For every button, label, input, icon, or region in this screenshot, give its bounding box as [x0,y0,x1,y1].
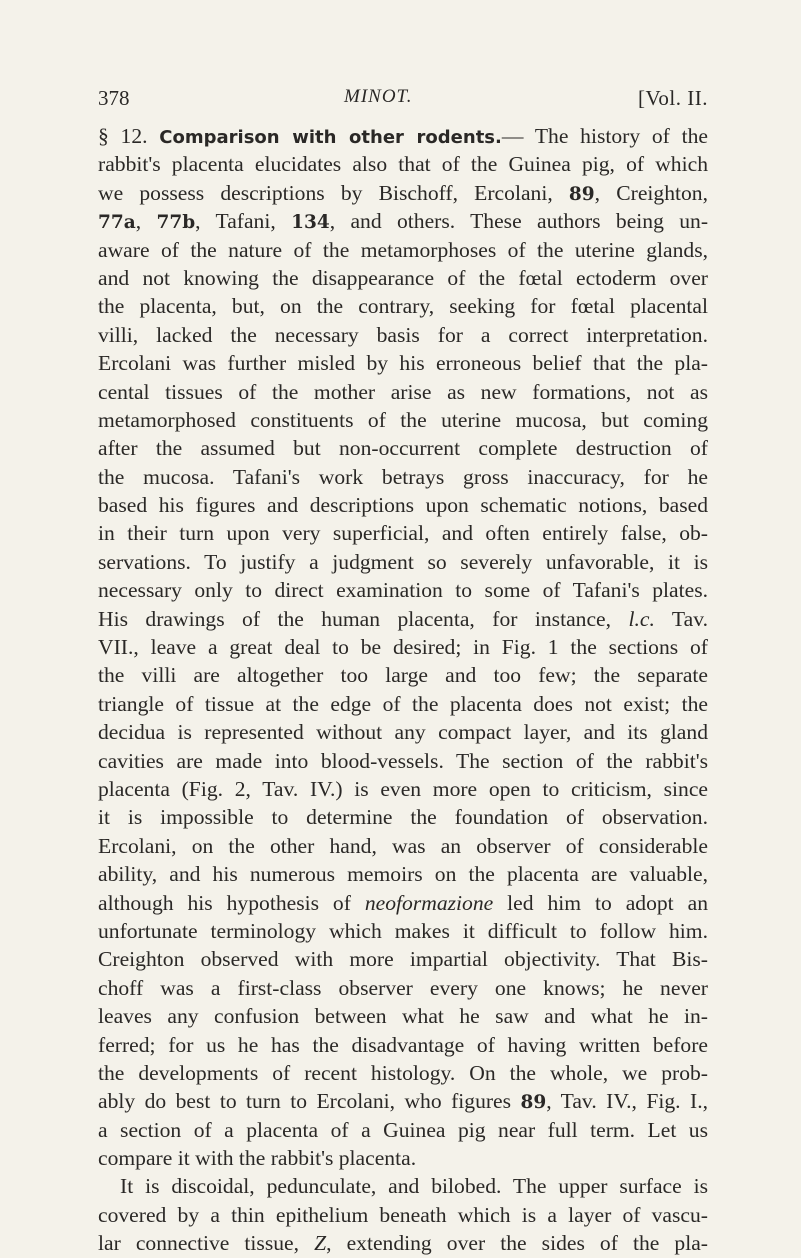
text-line [98,1059,708,1087]
text-run: led him to adopt an [493,890,708,915]
text-line [98,945,708,973]
text-run: the villi are altogether too large and too few; the separate [98,663,708,688]
text-run: necessary only to direct examination to some of Tafani's plates. [98,578,708,603]
text-run: the developments of recent histology. On the whole, we prob- [98,1060,708,1085]
text-run: based his figures and descriptions upon schematic notions, based [98,493,708,518]
text-line [98,321,708,349]
text-line [98,349,708,377]
text-run: Creighton observed with more impartial objectivity. That Bis- [98,947,708,972]
text-run: metamorphosed constituents of the uterine mucosa, but coming [98,407,708,432]
text-run: leaves any confusion between what he saw and what he in- [98,1004,708,1029]
text-line [98,1002,708,1030]
italic-term: l.c. [628,606,655,631]
text-run: , Creighton, [594,180,708,205]
reference-number: 134 [291,212,330,234]
running-title: MINOT. [344,86,413,107]
text-line [98,1116,708,1144]
text-run: rabbit's placenta elucidates also that of the Guinea pig, of which [98,152,708,177]
text-run: lar connective tissue, [98,1231,315,1256]
text-line [98,207,708,235]
text-run: The history of the [534,124,709,148]
text-run: although his hypothesis of [98,890,365,915]
text-run: Tav. [654,606,708,631]
text-run: , and others. These authors being un- [329,209,709,234]
text-run: decidua is represented without any compact layer, and its gland [98,720,708,745]
text-line [98,434,708,462]
text-run: it is impossible to determine the foundation of observation. [98,805,708,830]
text-run: cavities are made into blood-vessels. The section of the rabbit's [98,748,708,773]
text-run: a section of a placenta of a Guinea pig near full term. Let us [98,1117,708,1142]
text-line [98,519,708,547]
text-line [98,917,708,945]
text-line [98,718,708,746]
text-line [98,860,708,888]
text-run: VII., leave a great deal to be desired; in Fig. 1 the sections of [98,635,708,660]
text-line [98,889,708,917]
text-line [98,803,708,831]
text-run: villi, lacked the necessary basis for a correct interpretation. [98,322,708,347]
italic-term: neoformazione [364,890,494,915]
text-run: servations. To justify a judgment so severely unfavorable, it is [98,549,708,574]
text-run: in their turn upon very superficial, and often entirely false, ob- [98,521,708,546]
text-line [98,491,708,519]
text-run: choff was a first-class observer every one knows; he never [98,975,708,1000]
text-run: cental tissues of the mother arise as new formations, not as [98,379,708,404]
reference-number: 89 [568,183,595,205]
text-run: His drawings of the human placenta, for instance, [98,606,629,631]
text-line [98,1031,708,1059]
text-run: triangle of tissue at the edge of the placenta does not exist; the [98,691,708,716]
page-number: 378 [98,86,130,110]
text-run: covered by a thin epithelium beneath which is a layer of vascu- [98,1202,708,1227]
text-run: and not knowing the disappearance of the fœtal ectoderm over [98,265,708,290]
text-line [98,292,708,320]
text-line [98,179,708,207]
text-line [98,633,708,661]
page-header [98,86,708,114]
reference-number: 77b [156,212,196,234]
reference-number: 89 [520,1092,547,1114]
text-line [98,122,708,150]
text-line [98,463,708,491]
italic-term: Z [314,1231,327,1256]
text-run: ferred; for us he has the disadvantage of having written before [98,1032,708,1057]
text-run: after the assumed but non-occurrent complete destruction of [98,436,708,461]
text-line [98,378,708,406]
text-run: compare it with the rabbit's placenta. [98,1146,417,1171]
text-run: the placenta, but, on the contrary, seeking for fœtal placental [98,294,708,319]
text-line [98,690,708,718]
text-line [98,832,708,860]
text-run: unfortunate terminology which makes it difficult to follow him. [98,918,708,943]
text-line [98,1144,708,1172]
text-run: Ercolani was further misled by his erroneous belief that the pla- [98,351,708,376]
text-run: ability, and his numerous memoirs on the placenta are valuable, [98,862,708,887]
text-line [98,661,708,689]
text-line [98,974,708,1002]
text-line [98,406,708,434]
text-run: , Tafani, [195,209,292,234]
text-run: aware of the nature of the metamorphoses of the uterine glands, [98,237,708,262]
text-run: , [135,209,157,234]
text-line [98,1201,708,1229]
section-heading: Comparison with other rodents. [159,127,502,148]
text-run: placenta (Fig. 2, Tav. IV.) is even more open to criticism, since [98,776,708,801]
body-text [98,122,708,1258]
text-line [98,576,708,604]
text-run: , Tav. IV., Fig. I., [546,1089,709,1114]
volume-label: [Vol. II. [637,86,708,110]
text-line [98,236,708,264]
reference-number: 77a [98,212,136,234]
text-line [98,1087,708,1115]
text-run: the mucosa. Tafani's work betrays gross inaccuracy, for he [98,464,708,489]
text-line [98,1229,708,1257]
text-run: Ercolani, on the other hand, was an observer of considerable [98,833,708,858]
text-line [98,548,708,576]
section-mark: § 12. [98,124,160,148]
text-line [98,264,708,292]
text-line [98,605,708,633]
section-dash: — [501,124,535,148]
text-run: we possess descriptions by Bischoff, Ercolani, [98,180,569,205]
text-line [98,747,708,775]
text-run: , extending over the sides of the pla- [326,1231,708,1256]
text-line [98,150,708,178]
text-line [98,775,708,803]
text-run: ably do best to turn to Ercolani, who figures [98,1089,521,1114]
text-line [98,1172,708,1200]
text-run: It is discoidal, pedunculate, and bilobed. The upper surface is [120,1174,708,1199]
